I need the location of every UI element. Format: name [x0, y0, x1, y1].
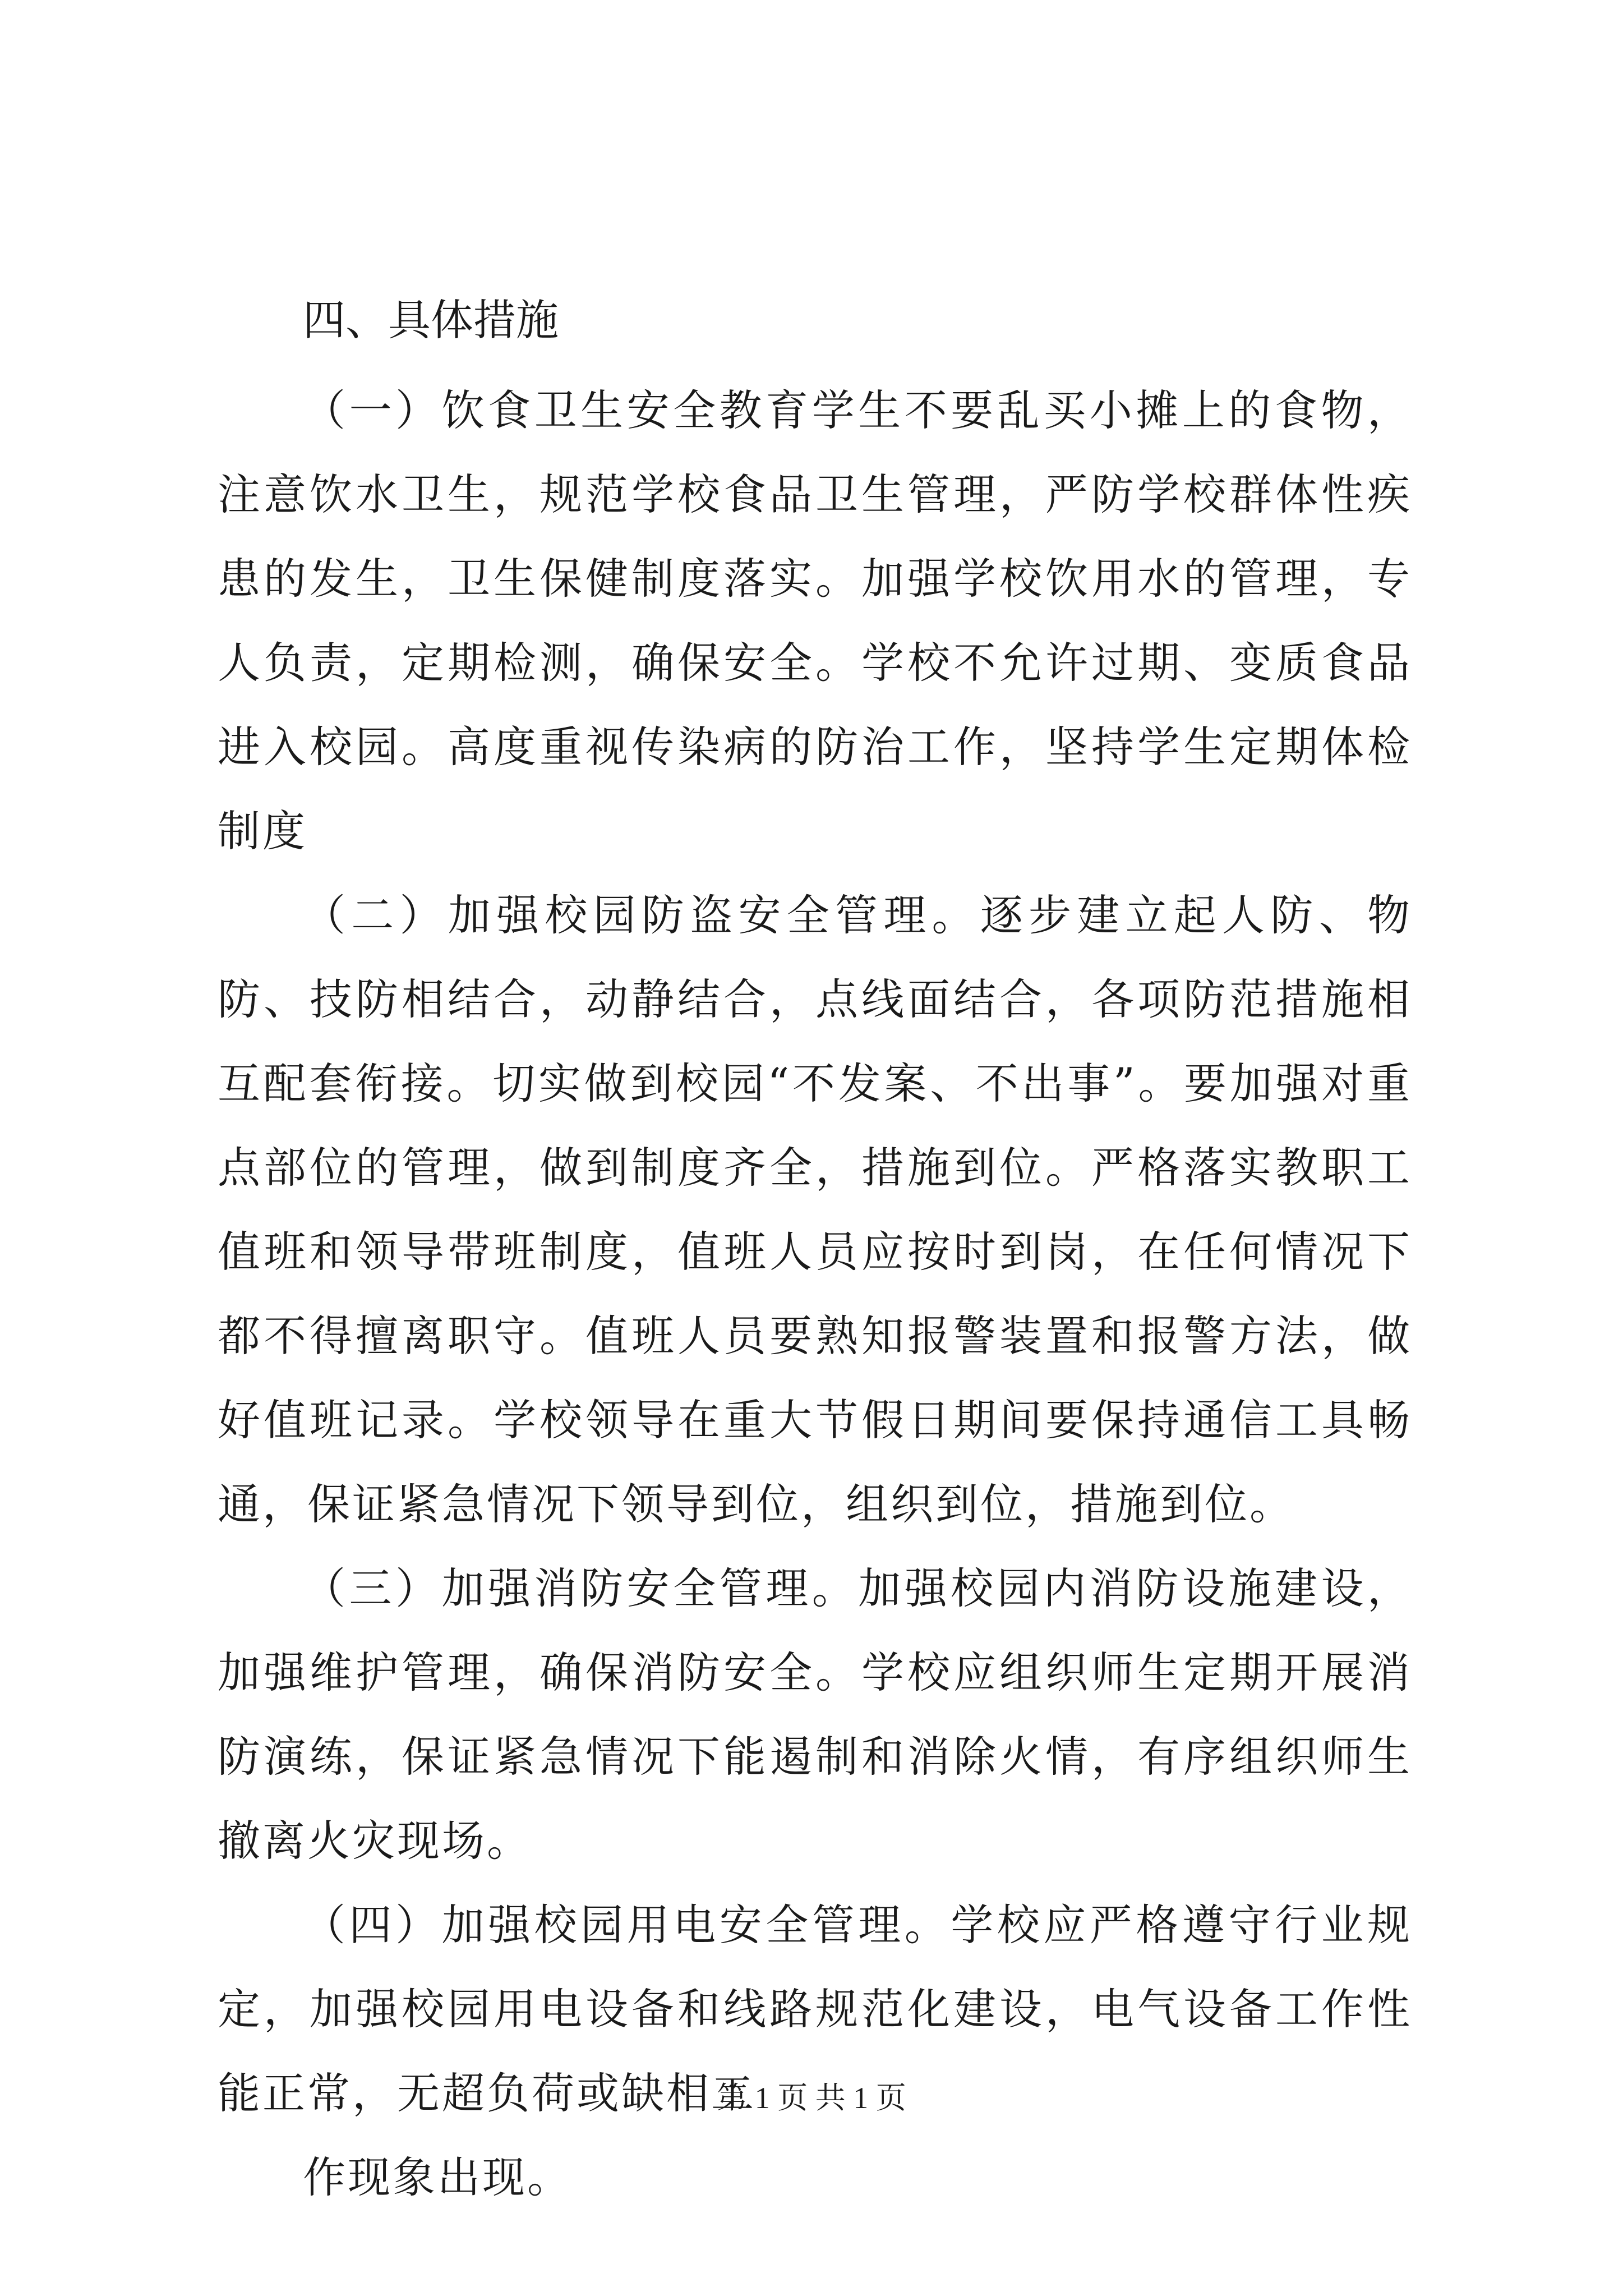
page-number-footer: 第 1 页 共 1 页 [717, 2081, 906, 2115]
document-body [218, 283, 1412, 2220]
paragraph-theft-prevention: （二）加强校园防盗安全管理。逐步建立起人防、物防、技防相结合，动静结合，点线面结合，各项防范措施相互配套衔接。切实做到校园“不发案、不出事”。要加强对重点部位的管理，做到制度齐全，措施到位。严格落实教职工值班和领导带班制度，值班人员应按时到岗，在任何情况下都不得擅离职守。值班人员要熟知报警装置和报警方法，做好值班记录。学校领导在重大节假日期间要保持通信工具畅通，保证紧急情况下领导到位，组织到位，措施到位。 [218, 890, 1412, 1529]
paragraph-continuation: 作现象出现。 [303, 2152, 572, 2202]
paragraph-electrical-safety: （四）加强校园用电安全管理。学校应严格遵守行业规定，加强校园用电设备和线路规范化建设，电气设备工作性能正常，无超负荷或缺相工 [218, 1900, 1412, 2118]
section-heading: 四、具体措施 [303, 295, 559, 345]
paragraph-food-safety: （一）饮食卫生安全教育学生不要乱买小摊上的食物，注意饮水卫生，规范学校食品卫生管理，严防学校群体性疾患的发生，卫生保健制度落实。加强学校饮用水的管理，专人负责，定期检测，确保安全。学校不允许过期、变质食品进入校园。高度重视传染病的防治工作，坚持学生定期体检制度 [218, 385, 1412, 856]
paragraph-fire-safety: （三）加强消防安全管理。加强校园内消防设施建设，加强维护管理，确保消防安全。学校应组织师生定期开展消防演练，保证紧急情况下能遏制和消除火情，有序组织师生撤离火灾现场。 [218, 1563, 1412, 1866]
